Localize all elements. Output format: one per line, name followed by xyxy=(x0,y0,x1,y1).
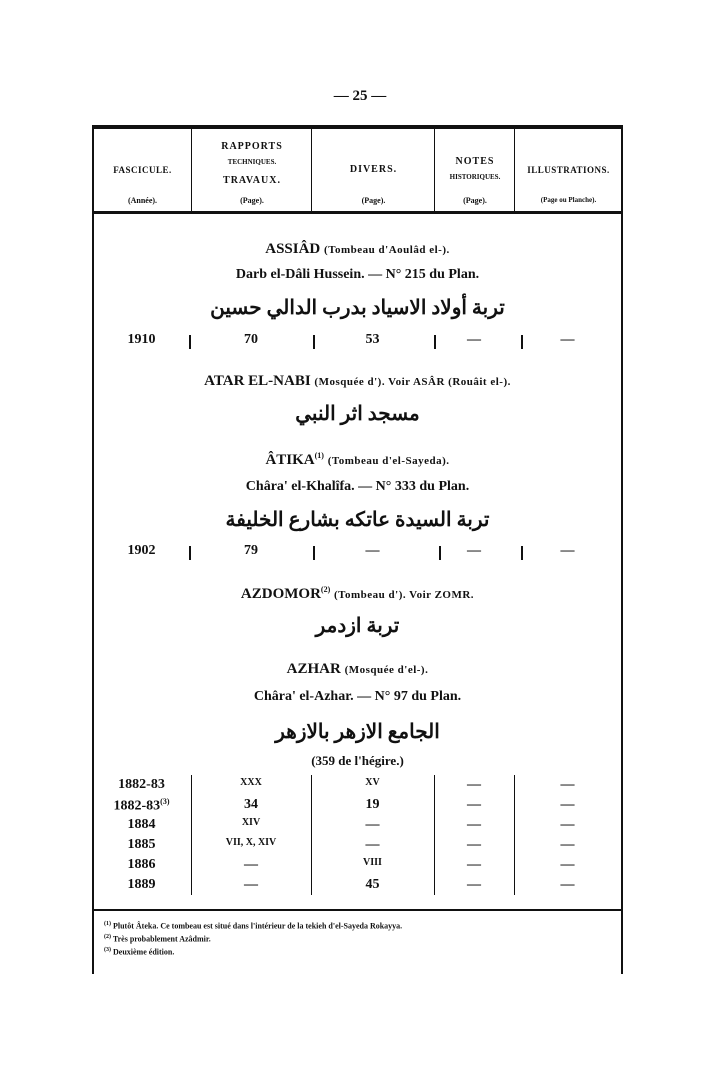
table-row xyxy=(94,857,621,877)
col-illustrations xyxy=(514,129,622,211)
cell-divers: 19 xyxy=(365,797,380,812)
entry-qualifier: (Tombeau d'Aoulâd el-). xyxy=(324,244,450,256)
cell-illustrations: — xyxy=(560,837,575,852)
cell-notes: — xyxy=(467,777,481,792)
footnotes xyxy=(104,921,614,960)
entry-qualifier: (Mosquée d'). Voir ASÂR (Rouâit el-). xyxy=(314,376,511,388)
cell-divers: — xyxy=(365,837,380,852)
footnote-number: (2) xyxy=(104,934,111,940)
col-divers xyxy=(311,129,435,211)
column-rule xyxy=(189,335,191,349)
footnote-text: Plutôt Âteka. Ce tombeau est situé dans l'intérieur de la tekieh d'el-Sayeda Rokayya. xyxy=(113,921,403,931)
cell-illustrations: — xyxy=(560,797,575,812)
cell-divers: 53 xyxy=(365,332,380,347)
col-fascicule-label: FASCICULE. xyxy=(113,165,172,175)
entry-name: ASSIÂD xyxy=(265,241,321,257)
col-rapports-label-1: RAPPORTS xyxy=(221,141,283,152)
cell-year: 1884 xyxy=(127,817,156,832)
column-rule xyxy=(439,546,441,560)
cell-year: 1902 xyxy=(127,543,156,558)
entry-arabic-atika: تربة السيدة عاتكه بشارع الخليفة xyxy=(225,509,490,531)
cell-divers: — xyxy=(365,817,380,832)
entry-title-azdomor xyxy=(94,585,621,603)
footnote xyxy=(104,934,614,947)
table-row xyxy=(94,837,621,857)
footnote-number: (3) xyxy=(104,947,111,953)
cell-divers: VIII xyxy=(363,857,382,868)
index-table xyxy=(92,125,623,974)
cell-notes: — xyxy=(467,837,481,852)
col-illustrations-label: ILLUSTRATIONS. xyxy=(527,165,610,175)
col-fascicule-unit: (Année). xyxy=(127,196,158,205)
column-rule xyxy=(521,546,523,560)
col-notes-label-2: HISTORIQUES. xyxy=(449,173,501,181)
entry-arabic-assiad: تربة أولاد الاسياد بدرب الدالي حسين xyxy=(210,297,505,319)
entry-name: AZDOMOR xyxy=(240,586,321,602)
cell-illustrations: — xyxy=(560,817,575,832)
cell-divers: XV xyxy=(365,777,380,788)
column-rule xyxy=(189,546,191,560)
cell-illustrations: — xyxy=(560,332,575,347)
cell-notes: — xyxy=(467,332,481,347)
cell-year: 1889 xyxy=(127,877,156,892)
entry-title-assiad xyxy=(94,241,621,258)
cell-notes: — xyxy=(467,877,481,892)
entry-name: ÂTIKA xyxy=(265,452,315,468)
entry-title-atar-el-nabi xyxy=(94,373,621,390)
cell-year xyxy=(94,777,189,793)
col-notes-label-1: NOTES xyxy=(455,156,495,167)
cell-rapports: — xyxy=(244,857,258,872)
col-rapports xyxy=(191,129,312,211)
col-notes xyxy=(434,129,515,211)
column-rule xyxy=(434,335,436,349)
entry-note-azhar: (359 de l'hégire.) xyxy=(311,753,404,768)
entry-qualifier: (Mosquée d'el-). xyxy=(344,664,429,676)
entry-location-azhar: Châra' el-Azhar. — N° 97 du Plan. xyxy=(253,689,462,704)
year-text: 1882-83 xyxy=(118,777,165,792)
cell-rapports: XXX xyxy=(240,777,262,788)
col-divers-label: DIVERS. xyxy=(349,164,398,175)
col-fascicule xyxy=(94,129,191,211)
cell-rapports: 70 xyxy=(244,332,258,347)
cell-year: 1910 xyxy=(127,332,156,347)
col-rapports-label-3: TRAVAUX. xyxy=(223,175,281,186)
table-bottom-rule xyxy=(94,909,621,911)
entry-location-atika: Châra' el-Khalîfa. — N° 333 du Plan. xyxy=(245,479,470,494)
cell-rapports: — xyxy=(244,877,258,892)
page-number: — 25 — xyxy=(333,88,387,104)
entry-qualifier: (Tombeau d'el-Sayeda). xyxy=(327,455,450,467)
footnote-ref: (2) xyxy=(320,585,331,594)
cell-divers: 45 xyxy=(365,877,380,892)
column-rule xyxy=(313,335,315,349)
cell-rapports: VII, X, XIV xyxy=(225,837,277,848)
entry-arabic-atar-el-nabi: مسجد اثر النبي xyxy=(295,403,420,425)
cell-rapports: XIV xyxy=(241,817,261,828)
entry-name: ATAR EL-NABI xyxy=(204,373,311,389)
cell-year: 1886 xyxy=(127,857,156,872)
cell-rapports: 34 xyxy=(244,797,258,812)
cell-notes: — xyxy=(467,543,481,558)
cell-rapports: 79 xyxy=(244,543,258,558)
table-row xyxy=(94,777,621,797)
footnote-ref: (3) xyxy=(160,797,170,806)
cell-illustrations: — xyxy=(560,857,575,872)
cell-illustrations: — xyxy=(560,777,575,792)
table-row xyxy=(94,797,621,817)
cell-notes: — xyxy=(467,857,481,872)
entry-arabic-azhar: الجامع الازهر بالازهر xyxy=(275,721,440,743)
entry-title-atika xyxy=(94,451,621,469)
cell-notes: — xyxy=(467,797,481,812)
col-divers-unit: (Page). xyxy=(361,196,386,205)
footnote-text: Très probablement Azâdmir. xyxy=(112,934,211,944)
cell-year: 1885 xyxy=(127,837,156,852)
cell-illustrations: — xyxy=(560,543,575,558)
entry-name: AZHAR xyxy=(286,661,341,677)
cell-illustrations: — xyxy=(560,877,575,892)
table-row xyxy=(94,877,621,897)
column-rule xyxy=(521,335,523,349)
column-rule xyxy=(313,546,315,560)
col-illustrations-unit: (Page ou Planche). xyxy=(540,196,597,204)
cell-year xyxy=(94,797,189,815)
table-row xyxy=(94,543,621,563)
entry-qualifier: (Tombeau d'). Voir ZOMR. xyxy=(334,589,475,601)
entry-arabic-azdomor: تربة ازدمر xyxy=(315,615,400,637)
col-rapports-unit: (Page). xyxy=(240,196,264,205)
table-row xyxy=(94,332,621,352)
cell-divers: — xyxy=(365,543,380,558)
footnote-ref: (1) xyxy=(314,451,324,460)
table-row xyxy=(94,817,621,837)
entry-title-azhar xyxy=(94,661,621,678)
footnote-text: Deuxième édition. xyxy=(113,947,175,957)
entry-location-assiad: Darb el-Dâli Hussein. — N° 215 du Plan. xyxy=(235,267,480,282)
cell-notes: — xyxy=(467,817,481,832)
footnote xyxy=(104,921,614,934)
col-rapports-label-2: TECHNIQUES. xyxy=(227,158,277,166)
footnote xyxy=(104,947,614,960)
footnote-number: (1) xyxy=(104,921,111,927)
col-notes-unit: (Page). xyxy=(463,196,487,205)
year-text: 1882-83 xyxy=(113,798,161,814)
table-header xyxy=(94,129,621,214)
